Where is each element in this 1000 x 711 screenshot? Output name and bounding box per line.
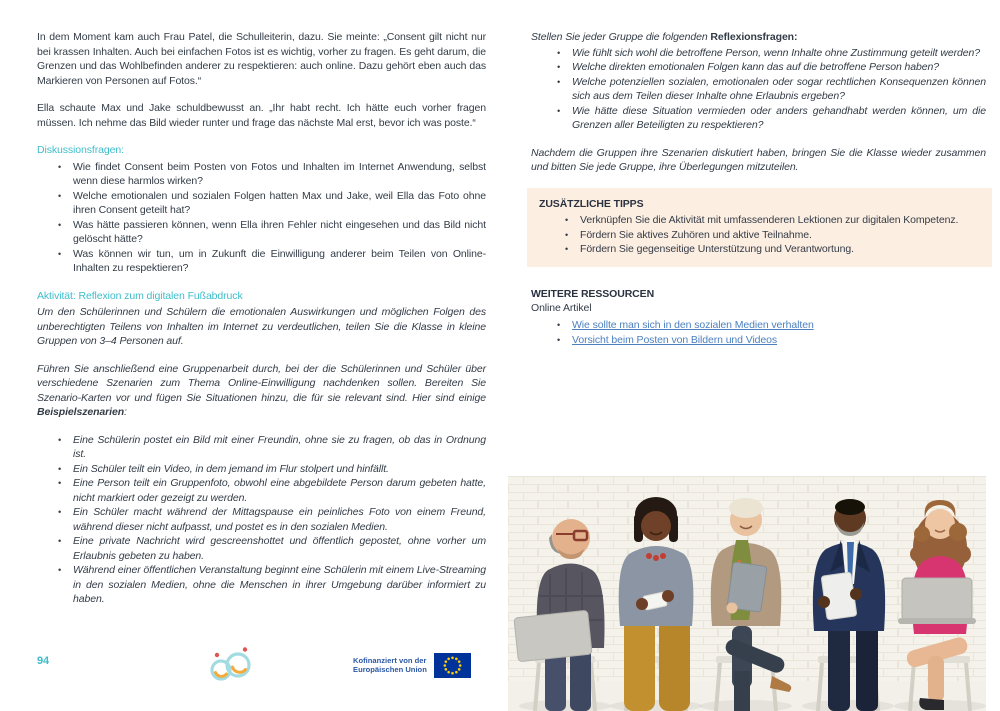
regroup-paragraph: Nachdem die Gruppen ihre Szenarien diskutiert haben, bringen Sie die Klasse wieder zusammen und bitten Sie jede Gruppe, ihre Überlegungen mitzuteilen. <box>531 146 986 173</box>
list-item: • Fördern Sie gegenseitige Unterstützung und Verantwortung. <box>565 242 980 257</box>
list-item <box>557 318 986 333</box>
discussion-questions-heading: Diskussionsfragen: <box>37 144 124 156</box>
additional-tips-list <box>539 213 980 257</box>
eu-cofunding-text <box>353 656 427 674</box>
resource-link[interactable]: Vorsicht beim Posten von Bildern und Videos <box>572 334 778 346</box>
story-paragraph-2: Ella schaute Max und Jake schuldbewusst an. „Ihr habt recht. Ich hätte euch vorher fragen müssen. Ich nehme das Bild wieder runter und frage das nächste Mal erst, bevor ich was poste.“ <box>37 102 486 129</box>
reflection-questions-list <box>531 46 986 133</box>
eu-cofunding-badge <box>353 653 471 683</box>
resource-link[interactable]: Wie sollte man sich in den sozialen Medien verhalten <box>572 318 814 331</box>
example-scenarios-list <box>37 433 486 607</box>
list-item: • Welche direkten emotionalen Folgen kann das auf die betroffene Person haben? <box>557 60 986 75</box>
group-photo <box>508 476 986 711</box>
eu-flag-icon <box>434 653 471 683</box>
list-item: • Wie fühlt sich wohl die betroffene Person, wenn Inhalte ohne Zustimmung geteilt werden? <box>557 46 986 61</box>
eu-cofunding-line1: Kofinanziert von der <box>353 656 427 665</box>
right-column <box>531 30 986 361</box>
project-logo-icon <box>205 645 257 685</box>
list-item: • Während einer öffentlichen Veranstaltung beginnt eine Schülerin mit einem Live-Streaming in den sozialen Medien, ohne die Menschen in ihrer Umgebung darüber informiert zu haben. <box>58 563 486 607</box>
list-item: • Wie findet Consent beim Posten von Fotos und Inhalten im Internet Anwendung, selbst wenn diese harmlos wirken? <box>58 160 486 189</box>
photo-illustration <box>508 476 986 711</box>
activity-paragraph-2 <box>37 362 486 420</box>
list-item: • Ein Schüler teilt ein Video, in dem jemand im Flur stolpert und hinfällt. <box>58 462 486 477</box>
list-item: • Eine Schülerin postet ein Bild mit einer Freundin, ohne sie zu fragen, ob das in Ordnung ist. <box>58 433 486 462</box>
reflection-questions-label: Reflexionsfragen: <box>710 31 798 43</box>
activity-paragraph-1: Um den Schülerinnen und Schülern die emotionalen Auswirkungen und möglichen Folgen des unberechtigten Teilens von Inhalten im Internet zu verdeutlichen, teilen Sie die Klasse in kleine Gruppen von 3–4 Personen auf. <box>37 306 486 347</box>
additional-tips-box <box>527 188 992 267</box>
discussion-questions-list <box>37 160 486 276</box>
story-paragraph-1: In dem Moment kam auch Frau Patel, die Schulleiterin, dazu. Sie meinte: „Consent gilt nicht nur bei krassen Inhalten. Auch bei einfachen Fotos ist es wichtig, vorher zu fragen. Es geht darum, die Grenzen und das Wohlbefinden anderer zu respektieren: auch online. Dazu gehört eben auch das Markieren von Personen auf Fotos.“ <box>37 31 486 87</box>
page-number: 94 <box>37 655 50 667</box>
further-resources-title: WEITERE RESSOURCEN <box>531 287 655 300</box>
online-articles-label: Online Artikel <box>531 302 592 314</box>
list-item <box>557 333 986 348</box>
reflection-lead: Stellen Sie jeder Gruppe die folgenden <box>531 31 711 43</box>
resource-links-list <box>531 318 986 348</box>
activity-paragraph-2-tail: : <box>124 406 127 418</box>
list-item: • Fördern Sie aktives Zuhören und aktive Teilnahme. <box>565 228 980 243</box>
list-item: • Eine Person teilt ein Gruppenfoto, obwohl eine abgebildete Person darum gebeten hatte, nicht markiert oder gezeigt zu werden. <box>58 476 486 505</box>
list-item: • Ein Schüler macht während der Mittagspause ein peinliches Foto von einem Freund, während dieser nicht aufpasst, und postet es in den sozialen Medien. <box>58 505 486 534</box>
list-item: • Wie hätte diese Situation vermieden oder anders gehandhabt werden können, um die Grenzen aller Beteiligten zu respektieren? <box>557 104 986 133</box>
additional-tips-title: ZUSÄTZLICHE TIPPS <box>539 197 644 210</box>
activity-heading: Aktivität: Reflexion zum digitalen Fußabdruck <box>37 289 243 302</box>
reflection-lead-paragraph <box>531 30 986 45</box>
eu-cofunding-line2: Europäischen Union <box>353 665 427 675</box>
list-item: • Welche potenziellen sozialen, emotionalen oder sogar rechtlichen Konsequenzen können sich aus dem Teilen dieser Inhalte ohne Erlaubnis ergeben? <box>557 75 986 104</box>
list-item: • Was hätte passieren können, wenn Ella ihren Fehler nicht eingesehen und das Bild nicht gelöscht hätte? <box>58 218 486 247</box>
example-scenarios-label: Beispielszenarien <box>37 406 125 418</box>
list-item: • Welche emotionalen und sozialen Folgen hatten Max und Jake, weil Ella das Foto ohne ihren Consent geteilt hat? <box>58 189 486 218</box>
list-item: • Was können wir tun, um in Zukunft die Einwilligung anderer beim Teilen von Online-Inhalten zu respektieren? <box>58 247 486 276</box>
left-column <box>37 30 486 620</box>
list-item: • Eine private Nachricht wird gescreenshottet und öffentlich gepostet, ohne vorher um Erlaubnis gebeten zu haben. <box>58 534 486 563</box>
list-item: • Verknüpfen Sie die Aktivität mit umfassenderen Lektionen zur digitalen Kompetenz. <box>565 213 980 228</box>
activity-paragraph-2-lead: Führen Sie anschließend eine Gruppenarbeit durch, bei der die Schülerinnen und Schüler über verschiedene Szenarien zum Thema Online-Einwilligung nachdenken sollen. Bereiten Sie Szenario-Karten vor und fügen Sie Situationen hinzu, die für sie relevant sind. Hier sind einige <box>37 362 486 404</box>
